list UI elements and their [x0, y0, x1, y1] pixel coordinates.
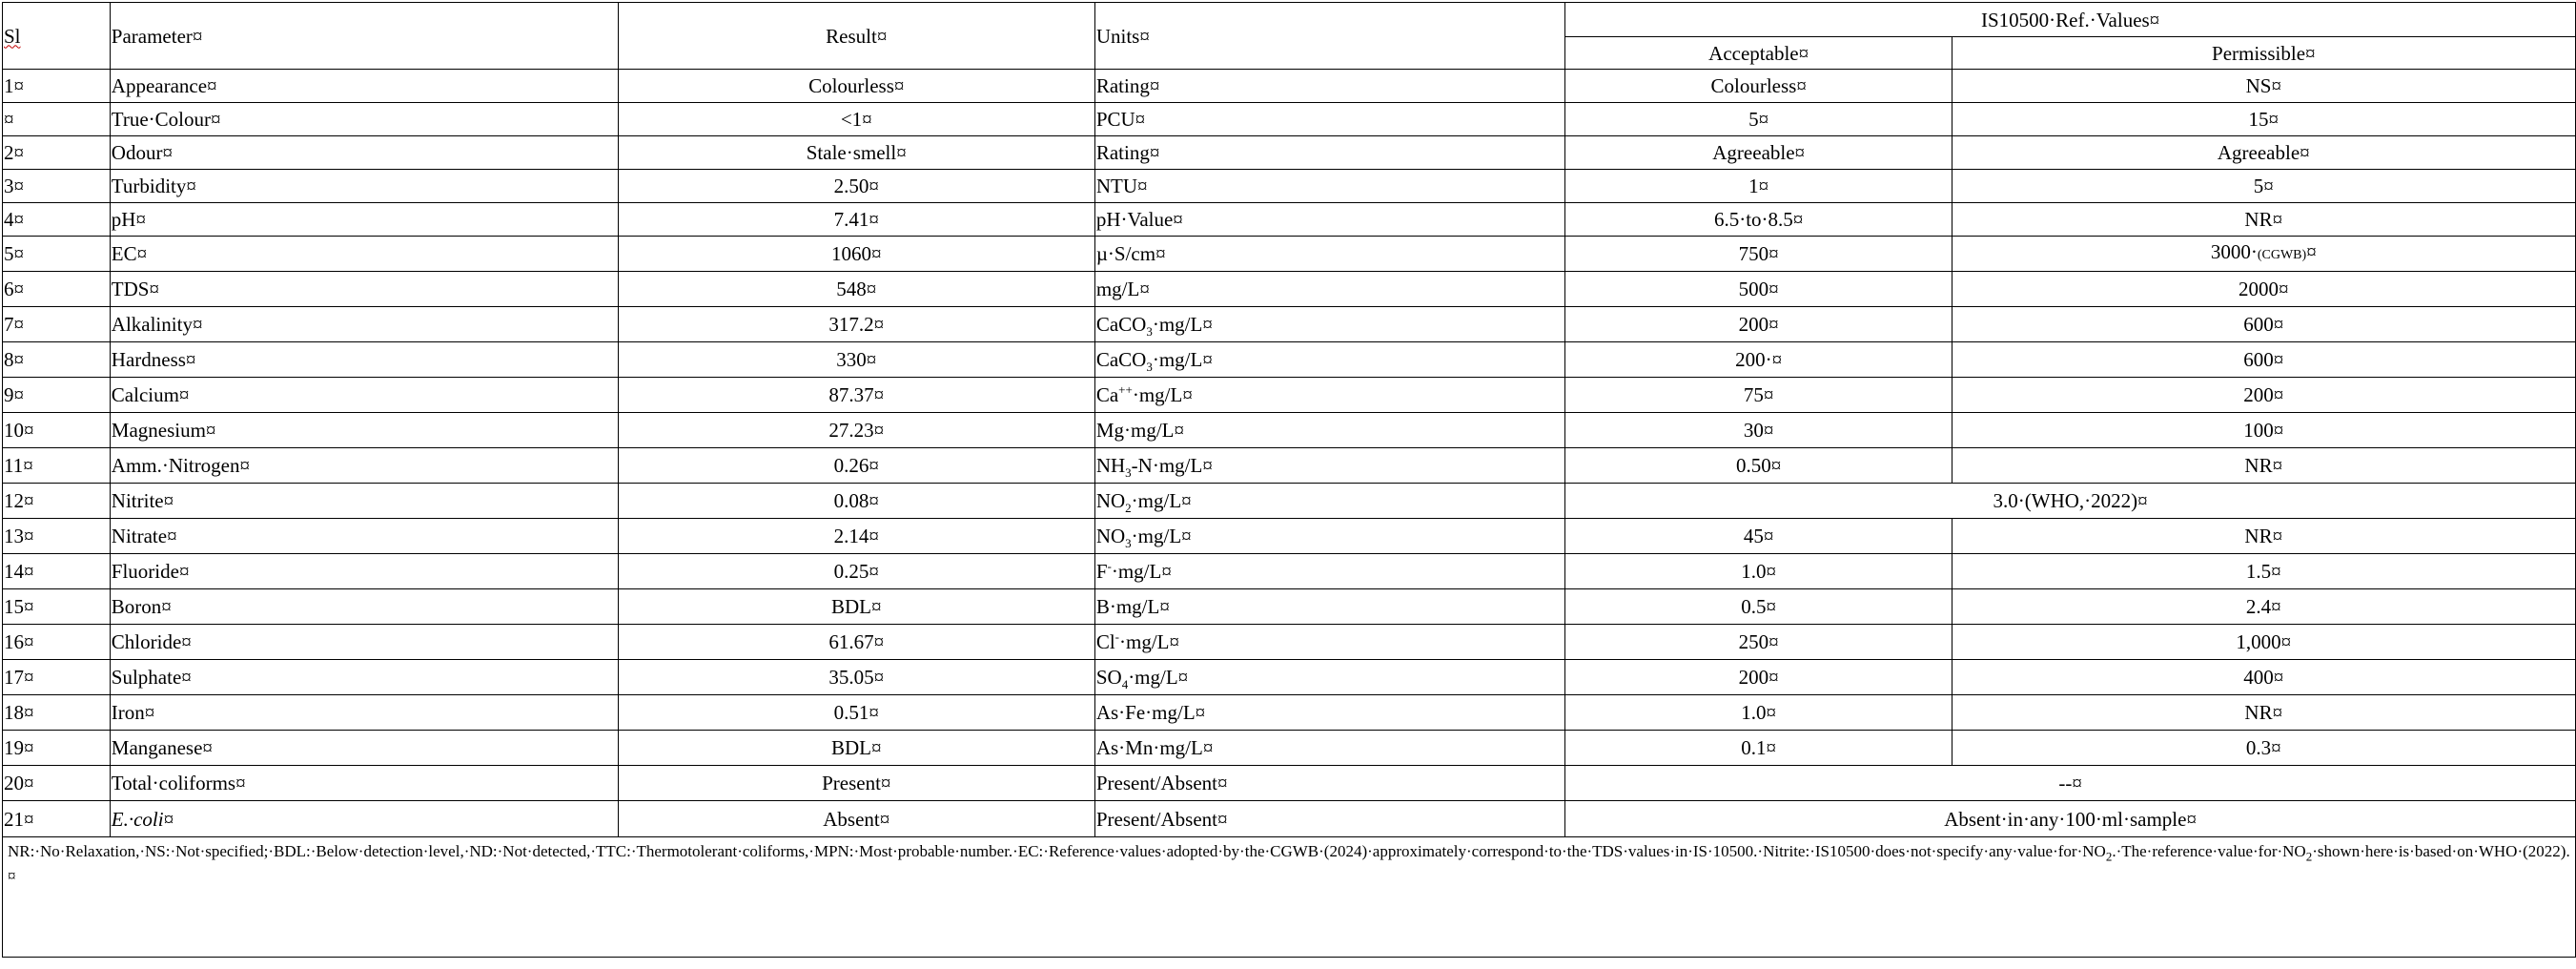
cell-acceptable: Colourless¤: [1565, 70, 1952, 103]
cell-units: As·Mn·mg/L¤: [1094, 731, 1565, 766]
cell-sl: 1¤: [3, 70, 111, 103]
units-subscript: 3: [1125, 465, 1132, 481]
cell-units: Rating¤: [1094, 136, 1565, 170]
cell-result: 0.26¤: [618, 448, 1094, 484]
cell-sl: 20¤: [3, 766, 111, 801]
cell-permissible: 2000¤: [1952, 272, 2575, 307]
cell-units: mg/L¤: [1094, 272, 1565, 307]
cell-result: 548¤: [618, 272, 1094, 307]
cell-permissible: Agreeable¤: [1952, 136, 2575, 170]
cell-permissible: 600¤: [1952, 342, 2575, 378]
cell-acceptable: Agreeable¤: [1565, 136, 1952, 170]
table-row: [3, 170, 2576, 203]
cell-permissible: 2.4¤: [1952, 589, 2575, 625]
cell-permissible: 200¤: [1952, 378, 2575, 413]
table-row: [3, 589, 2576, 625]
cell-parameter: Nitrite¤: [110, 484, 618, 519]
units-subscript: 4: [1121, 677, 1129, 692]
cell-sl: 17¤: [3, 660, 111, 695]
cell-units: [1094, 554, 1565, 589]
cell-parameter: Amm.·Nitrogen¤: [110, 448, 618, 484]
permissible-tail: ¤: [2306, 240, 2317, 263]
cell-parameter: Odour¤: [110, 136, 618, 170]
cell-result: Present¤: [618, 766, 1094, 801]
cell-sl: 6¤: [3, 272, 111, 307]
table-row: [3, 554, 2576, 589]
parameter-italic-text: E.·coli¤: [111, 807, 174, 831]
cell-units: Present/Absent¤: [1094, 801, 1565, 837]
cell-parameter: Hardness¤: [110, 342, 618, 378]
cell-permissible: 5¤: [1952, 170, 2575, 203]
units-prefix: CaCO: [1095, 313, 1147, 336]
cell-sl: 4¤: [3, 203, 111, 237]
water-quality-table: [2, 2, 2576, 958]
table-row: [3, 801, 2576, 837]
units-superscript: ++: [1118, 382, 1133, 397]
cell-sl: 21¤: [3, 801, 111, 837]
units-prefix: CaCO: [1095, 348, 1147, 371]
cell-parameter: Fluoride¤: [110, 554, 618, 589]
cell-sl: 14¤: [3, 554, 111, 589]
units-suffix: ·mg/L¤: [1111, 560, 1172, 583]
cell-parameter: Appearance¤: [110, 70, 618, 103]
units-prefix: NO: [1095, 489, 1126, 512]
units-prefix: NO: [1095, 525, 1126, 547]
table-row: [3, 413, 2576, 448]
cell-units: Present/Absent¤: [1094, 766, 1565, 801]
cell-units: [1094, 519, 1565, 554]
cell-parameter: Sulphate¤: [110, 660, 618, 695]
table-row: [3, 342, 2576, 378]
units-superscript: -: [1114, 629, 1120, 644]
cell-permissible: 1,000¤: [1952, 625, 2575, 660]
cell-parameter: TDS¤: [110, 272, 618, 307]
cell-parameter: Total·coliforms¤: [110, 766, 618, 801]
table-row: [3, 766, 2576, 801]
footnote-sub-2: 2: [2305, 849, 2313, 864]
cell-sl: 12¤: [3, 484, 111, 519]
header-ref-group: IS10500·Ref.·Values¤: [1565, 3, 2575, 37]
cell-acceptable: 0.1¤: [1565, 731, 1952, 766]
permissible-source: (CGWB): [2257, 248, 2307, 262]
cell-permissible: NR¤: [1952, 203, 2575, 237]
cell-reference-merged: --¤: [1565, 766, 2575, 801]
cell-result: Colourless¤: [618, 70, 1094, 103]
units-suffix: ·mg/L¤: [1131, 525, 1192, 547]
header-acceptable: Acceptable¤: [1565, 37, 1952, 70]
footnote-sub-1: 2: [2105, 849, 2113, 864]
cell-result: 0.25¤: [618, 554, 1094, 589]
cell-result: 330¤: [618, 342, 1094, 378]
cell-acceptable: 1.0¤: [1565, 554, 1952, 589]
cell-sl: 7¤: [3, 307, 111, 342]
footnote: [3, 837, 2576, 958]
units-prefix: NH: [1095, 454, 1126, 477]
cell-result: 27.23¤: [618, 413, 1094, 448]
units-subscript: 3: [1146, 360, 1153, 375]
cell-permissible: 100¤: [1952, 413, 2575, 448]
header-permissible: Permissible¤: [1952, 37, 2575, 70]
cell-sl: 9¤: [3, 378, 111, 413]
units-superscript: -: [1107, 559, 1112, 573]
cell-sl: 8¤: [3, 342, 111, 378]
table-row: [3, 695, 2576, 731]
cell-result: BDL¤: [618, 589, 1094, 625]
units-prefix: F: [1095, 560, 1108, 583]
table-row: [3, 448, 2576, 484]
cell-units: [1094, 307, 1565, 342]
cell-reference-merged: Absent·in·any·100·ml·sample¤: [1565, 801, 2575, 837]
cell-units: As·Fe·mg/L¤: [1094, 695, 1565, 731]
table-row: [3, 519, 2576, 554]
table-row: [3, 103, 2576, 136]
cell-sl: 16¤: [3, 625, 111, 660]
cell-sl: ¤: [3, 103, 111, 136]
cell-parameter: Manganese¤: [110, 731, 618, 766]
cell-result: 35.05¤: [618, 660, 1094, 695]
cell-result: <1¤: [618, 103, 1094, 136]
cell-parameter: Chloride¤: [110, 625, 618, 660]
cell-sl: 13¤: [3, 519, 111, 554]
cell-sl: 18¤: [3, 695, 111, 731]
cell-units: Mg·mg/L¤: [1094, 413, 1565, 448]
table-row: [3, 203, 2576, 237]
cell-parameter: Turbidity¤: [110, 170, 618, 203]
table-row: [3, 136, 2576, 170]
cell-units: [1094, 378, 1565, 413]
table-row: [3, 378, 2576, 413]
footnote-text-1: NR:·No·Relaxation,·NS:·Not·specified;·BDL:·Below·detection·level,·ND:·Not·detected,·TTC:·Thermotolerant·coliforms,·MPN:·Most·probable·number.·EC:·Reference·values·adopted·by·the·CGWB·(2024)·approximately·correspond·to·the·TDS·values·in·IS·10500.·Nitrite:·IS10500·does·not·specify·any·value·for·NO: [8, 842, 2106, 860]
cell-acceptable: 45¤: [1565, 519, 1952, 554]
cell-sl: 10¤: [3, 413, 111, 448]
cell-result: BDL¤: [618, 731, 1094, 766]
cell-parameter: [110, 801, 618, 837]
header-sl: Sl: [3, 3, 111, 70]
cell-permissible: 600¤: [1952, 307, 2575, 342]
cell-permissible: 0.3¤: [1952, 731, 2575, 766]
cell-result: 0.08¤: [618, 484, 1094, 519]
units-subscript: 2: [1125, 501, 1132, 516]
header-row-1: [3, 3, 2576, 37]
units-suffix: ·mg/L¤: [1152, 348, 1213, 371]
table-row: [3, 484, 2576, 519]
units-prefix: Ca: [1095, 383, 1119, 406]
cell-acceptable: 500¤: [1565, 272, 1952, 307]
cell-result: 87.37¤: [618, 378, 1094, 413]
cell-units: B·mg/L¤: [1094, 589, 1565, 625]
units-suffix: ·mg/L¤: [1131, 489, 1192, 512]
cell-acceptable: 0.50¤: [1565, 448, 1952, 484]
units-suffix: ·mg/L¤: [1128, 666, 1189, 689]
cell-parameter: Magnesium¤: [110, 413, 618, 448]
cell-acceptable: 200¤: [1565, 307, 1952, 342]
cell-permissible: NR¤: [1952, 695, 2575, 731]
cell-sl: 19¤: [3, 731, 111, 766]
table-row: [3, 731, 2576, 766]
cell-result: 2.50¤: [618, 170, 1094, 203]
header-parameter: Parameter¤: [110, 3, 618, 70]
cell-sl: 15¤: [3, 589, 111, 625]
cell-acceptable: 6.5·to·8.5¤: [1565, 203, 1952, 237]
units-prefix: SO: [1095, 666, 1122, 689]
units-prefix: Cl: [1095, 630, 1115, 653]
cell-permissible: 15¤: [1952, 103, 2575, 136]
cell-acceptable: 750¤: [1565, 237, 1952, 272]
cell-permissible: 400¤: [1952, 660, 2575, 695]
cell-parameter: Alkalinity¤: [110, 307, 618, 342]
cell-sl: 11¤: [3, 448, 111, 484]
cell-units: Rating¤: [1094, 70, 1565, 103]
units-suffix: ·mg/L¤: [1119, 630, 1180, 653]
cell-acceptable: 1¤: [1565, 170, 1952, 203]
table-row: [3, 272, 2576, 307]
cell-result: Absent¤: [618, 801, 1094, 837]
units-suffix: ·mg/L¤: [1152, 313, 1213, 336]
cell-result: Stale·smell¤: [618, 136, 1094, 170]
cell-acceptable: 250¤: [1565, 625, 1952, 660]
cell-parameter: True·Colour¤: [110, 103, 618, 136]
cell-units: [1094, 625, 1565, 660]
units-subscript: 3: [1125, 536, 1132, 551]
cell-permissible: 1.5¤: [1952, 554, 2575, 589]
cell-units: µ·S/cm¤: [1094, 237, 1565, 272]
cell-acceptable: 30¤: [1565, 413, 1952, 448]
table-row: [3, 625, 2576, 660]
footnote-text-3: ·shown·here·is·based·on·WHO·(2022).¤: [8, 842, 2570, 885]
cell-units: [1094, 342, 1565, 378]
cell-permissible: NR¤: [1952, 519, 2575, 554]
cell-acceptable: 200·¤: [1565, 342, 1952, 378]
cell-units: [1094, 660, 1565, 695]
cell-result: 317.2¤: [618, 307, 1094, 342]
cell-acceptable: 0.5¤: [1565, 589, 1952, 625]
cell-units: [1094, 448, 1565, 484]
cell-result: 1060¤: [618, 237, 1094, 272]
cell-acceptable: 75¤: [1565, 378, 1952, 413]
header-units: Units¤: [1094, 3, 1565, 70]
cell-units: pH·Value¤: [1094, 203, 1565, 237]
cell-acceptable: 200¤: [1565, 660, 1952, 695]
cell-parameter: Calcium¤: [110, 378, 618, 413]
cell-permissible: [1952, 237, 2575, 272]
cell-parameter: Boron¤: [110, 589, 618, 625]
cell-parameter: EC¤: [110, 237, 618, 272]
cell-acceptable: 1.0¤: [1565, 695, 1952, 731]
table-row: [3, 307, 2576, 342]
header-result: Result¤: [618, 3, 1094, 70]
cell-parameter: Iron¤: [110, 695, 618, 731]
footnote-row: [3, 837, 2576, 958]
units-subscript: 3: [1146, 324, 1153, 340]
cell-acceptable: 5¤: [1565, 103, 1952, 136]
table-row: [3, 70, 2576, 103]
cell-parameter: pH¤: [110, 203, 618, 237]
cell-units: [1094, 484, 1565, 519]
cell-result: 0.51¤: [618, 695, 1094, 731]
units-suffix: -N·mg/L¤: [1131, 454, 1213, 477]
cell-permissible: NS¤: [1952, 70, 2575, 103]
cell-result: 61.67¤: [618, 625, 1094, 660]
cell-units: PCU¤: [1094, 103, 1565, 136]
cell-sl: 5¤: [3, 237, 111, 272]
cell-result: 2.14¤: [618, 519, 1094, 554]
cell-reference-merged: 3.0·(WHO,·2022)¤: [1565, 484, 2575, 519]
cell-units: NTU¤: [1094, 170, 1565, 203]
footnote-text-2: .·The·reference·value·for·NO: [2112, 842, 2306, 860]
table-row: [3, 660, 2576, 695]
permissible-value: 3000·: [2210, 240, 2258, 263]
cell-parameter: Nitrate¤: [110, 519, 618, 554]
cell-result: 7.41¤: [618, 203, 1094, 237]
table-row: [3, 237, 2576, 272]
cell-sl: 3¤: [3, 170, 111, 203]
units-suffix: ·mg/L¤: [1132, 383, 1193, 406]
cell-sl: 2¤: [3, 136, 111, 170]
cell-permissible: NR¤: [1952, 448, 2575, 484]
